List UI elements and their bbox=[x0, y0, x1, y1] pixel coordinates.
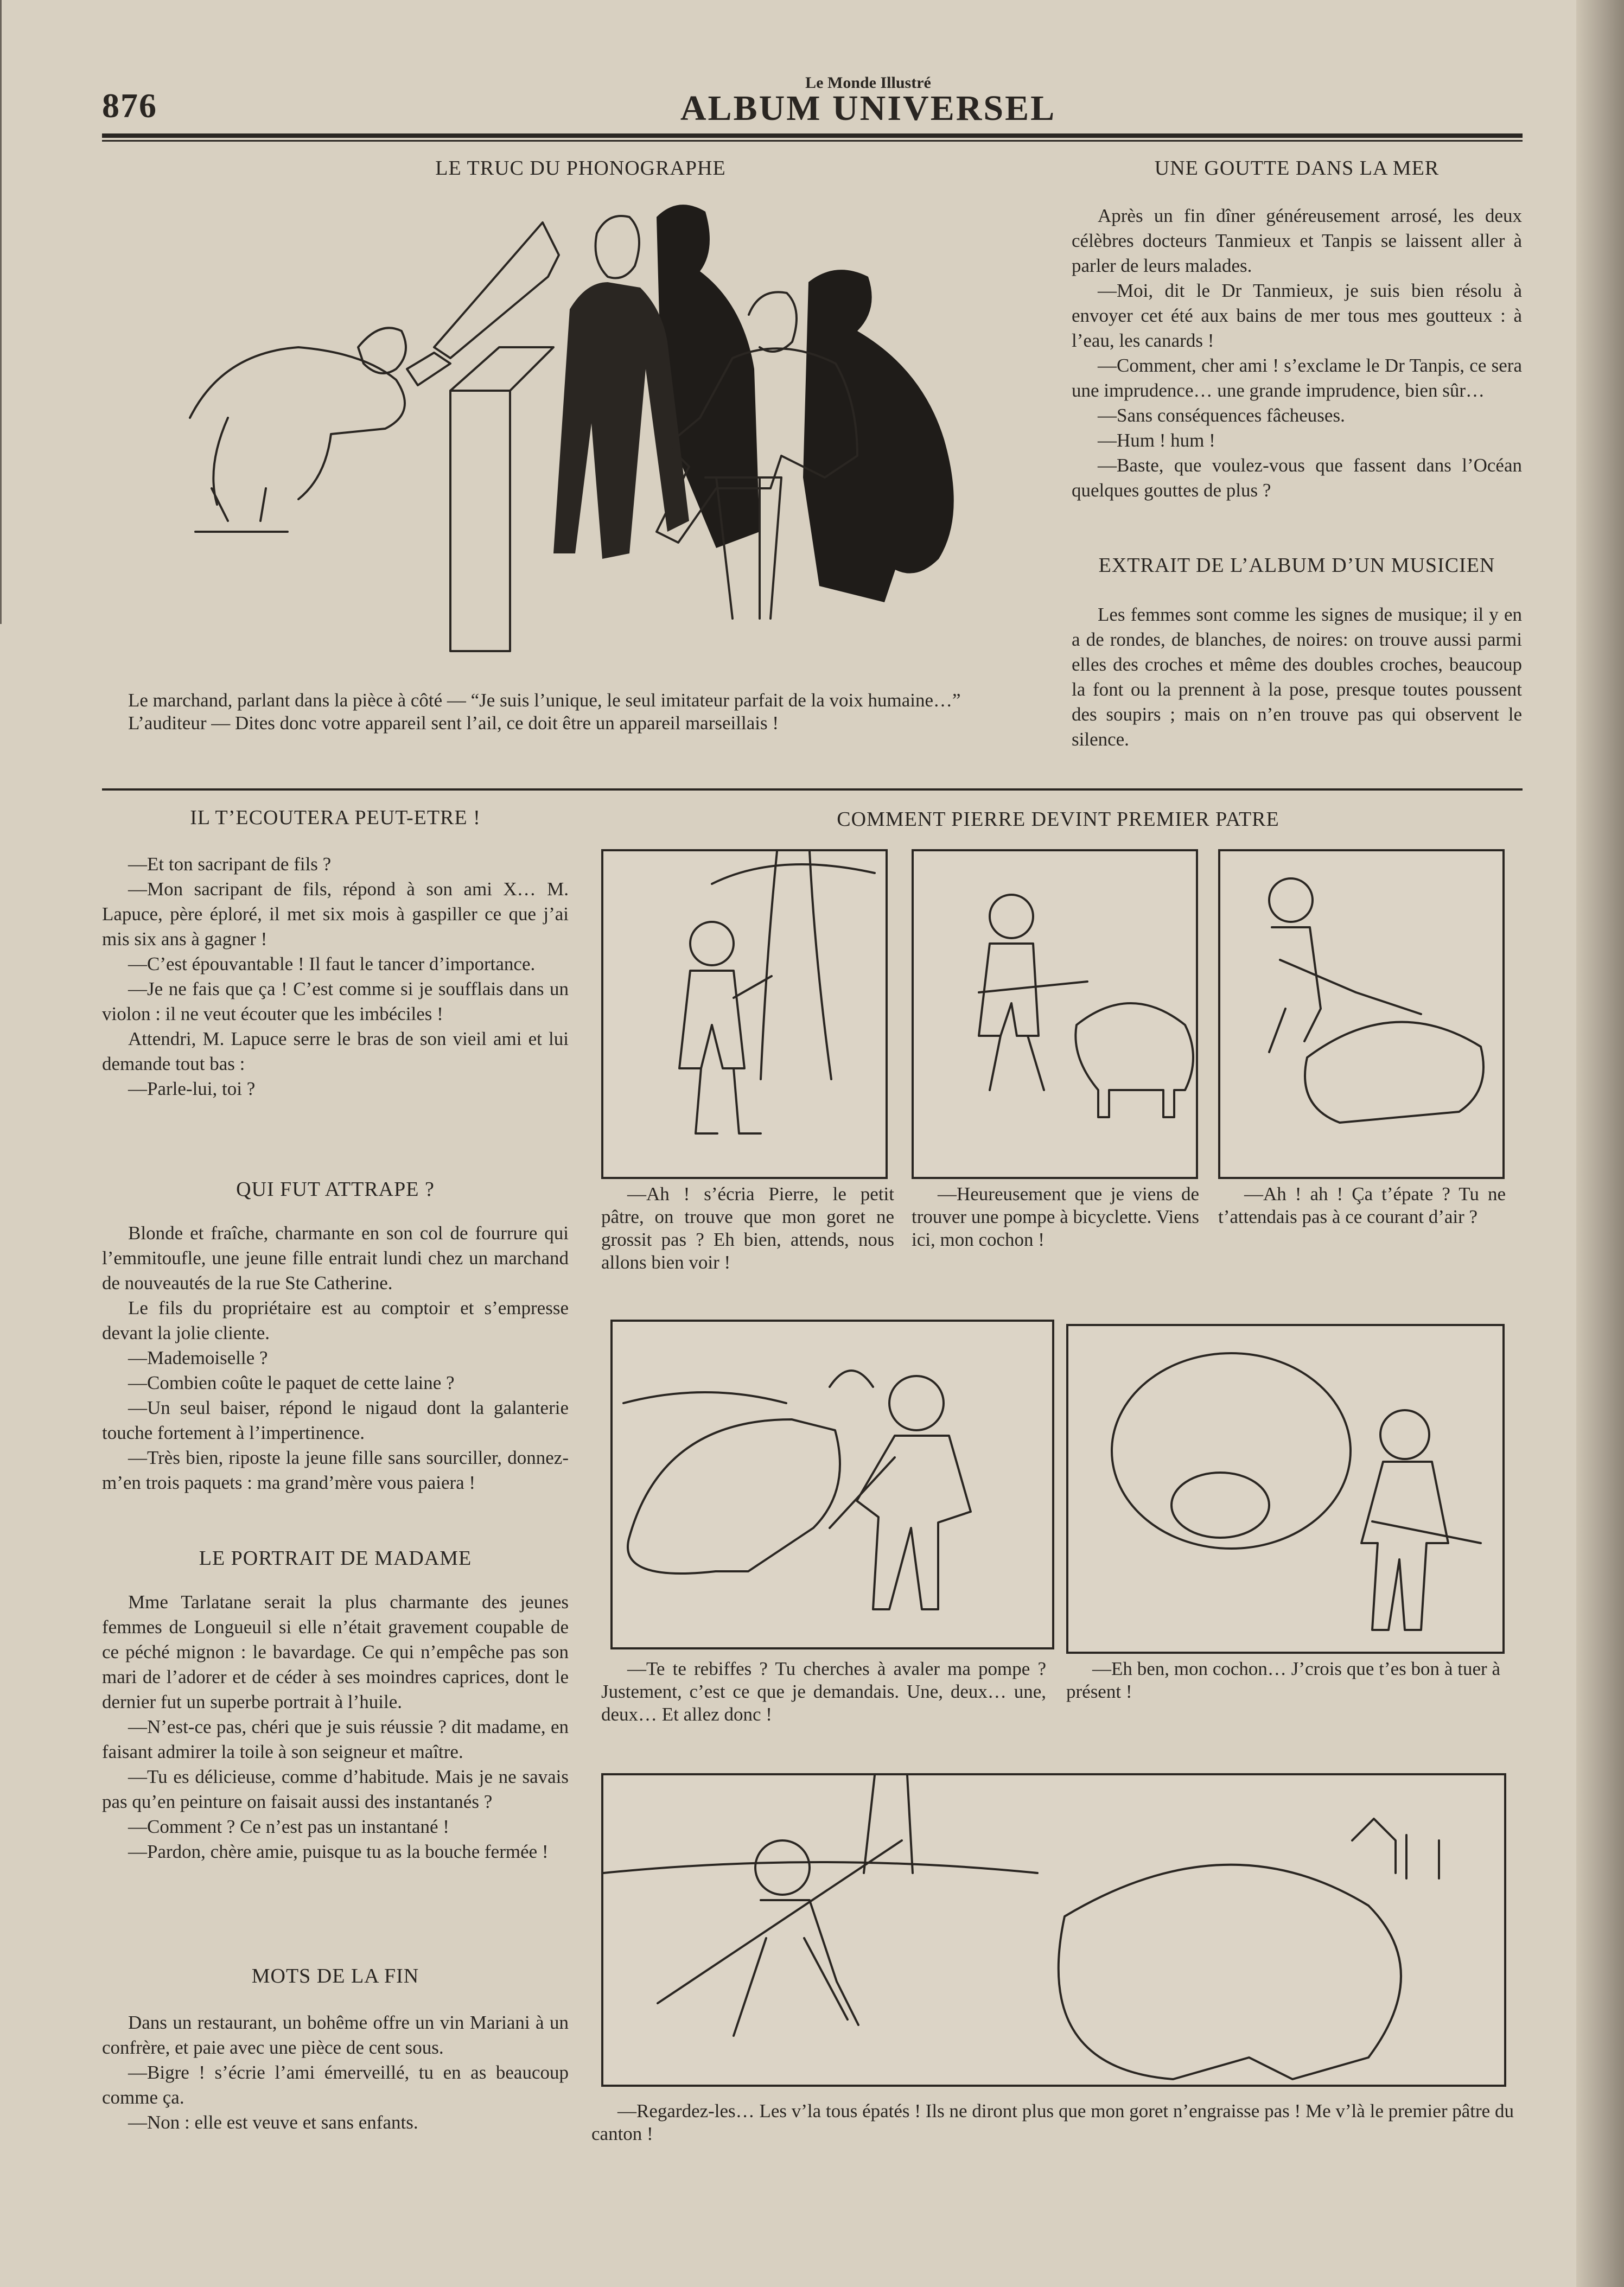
ecoutera-paragraph: —C’est épouvantable ! Il faut le tancer d’importance. bbox=[128, 953, 536, 974]
goutte-title: UNE GOUTTE DANS LA MER bbox=[1154, 157, 1440, 180]
mots-body bbox=[102, 2010, 569, 2135]
panel-caption: —Heureusement que je viens de trouver une pompe à bicyclette. Viens ici, mon cochon ! bbox=[912, 1183, 1199, 1250]
portrait-body bbox=[102, 1590, 569, 1864]
attrape-paragraph: Blonde et fraîche, charmante en son col de fourrure qui l’emmitoufle, une jeune fille entrait lundi chez un marchand de nouveautés de la rue Ste Catherine. bbox=[102, 1222, 569, 1294]
portrait-paragraph: —Pardon, chère amie, puisque tu as la bouche fermée ! bbox=[128, 1841, 549, 1862]
ecoutera-paragraph: —Mon sacripant de fils, répond à son ami X… M. Lapuce, père éploré, il met six mois à gaspiller ce que j’ai mis six ans à gagner ! bbox=[102, 878, 569, 950]
panel-3-caption bbox=[1218, 1183, 1506, 1228]
ecoutera-paragraph: —Parle-lui, toi ? bbox=[128, 1078, 256, 1099]
panel-caption: —Regardez-les… Les v’la tous épatés ! Ils ne diront plus que mon goret n’engraisse pas ! Me v’là le premier pâtre du canton ! bbox=[591, 2100, 1514, 2144]
attrape-paragraph: —Combien coûte le paquet de cette laine ? bbox=[128, 1372, 455, 1393]
phonographe-illustration bbox=[147, 184, 1026, 673]
panel-4-caption bbox=[601, 1658, 1046, 1726]
ecoutera-body bbox=[102, 852, 569, 1101]
attrape-title: QUI FUT ATTRAPE ? bbox=[236, 1178, 435, 1201]
panel-caption: —Ah ! ah ! Ça t’épate ? Tu ne t’attendais pas à ce courant d’air ? bbox=[1218, 1183, 1506, 1227]
masthead-subtitle: Le Monde Illustré bbox=[805, 74, 931, 92]
musicien-body bbox=[1072, 602, 1522, 752]
comic-panel-2 bbox=[912, 849, 1198, 1179]
comic-panel-3 bbox=[1218, 849, 1505, 1179]
section-divider bbox=[102, 788, 1523, 791]
mots-title: MOTS DE LA FIN bbox=[251, 1965, 419, 1987]
phonographe-caption bbox=[102, 689, 1035, 735]
mots-paragraph: Dans un restaurant, un bohême offre un vin Mariani à un confrère, et paie avec une pièce de cent sous. bbox=[102, 2012, 569, 2058]
column-divider-top bbox=[0, 0, 2, 624]
panel-2-caption bbox=[912, 1183, 1199, 1251]
portrait-paragraph: Mme Tarlatane serait la plus charmante des jeunes femmes de Longueuil si elle n’était gravement coupable de ce péché mignon : le bavardage. Ce qui n’empêche pas son mari de l’adorer et de céder à ses moindres caprices, dont le dernier fut un superbe portrait à l’huile. bbox=[102, 1591, 569, 1712]
phonographe-caption-line-2: L’auditeur — Dites donc votre appareil sent l’ail, ce doit être un appareil marseillais ! bbox=[128, 712, 779, 734]
musicien-paragraph: Les femmes sont comme les signes de musique; il y en a de rondes, de blanches, de noires: on trouve aussi parmi elles des croches et même des doubles croches, beaucoup la font ou la prennent à la pose, presque toutes poussent des soupirs ; mais on n’en trouve pas qui observent le silence. bbox=[1072, 604, 1522, 750]
mots-paragraph: —Non : elle est veuve et sans enfants. bbox=[128, 2112, 418, 2133]
page-number: 876 bbox=[102, 86, 157, 125]
ecoutera-title: IL T’ECOUTERA PEUT-ETRE ! bbox=[190, 806, 481, 829]
portrait-paragraph: —N’est-ce pas, chéri que je suis réussie ? dit madame, en faisant admirer la toile à son seigneur et maître. bbox=[102, 1716, 569, 1762]
panel-1-caption bbox=[601, 1183, 894, 1274]
attrape-paragraph: Le fils du propriétaire est au comptoir et s’empresse devant la jolie cliente. bbox=[102, 1297, 569, 1343]
ecoutera-paragraph: Attendri, M. Lapuce serre le bras de son vieil ami et lui demande tout bas : bbox=[102, 1028, 569, 1074]
attrape-paragraph: —Très bien, riposte la jeune fille sans sourciller, donnez-m’en trois paquets : ma grand’mère vous paiera ! bbox=[102, 1447, 569, 1493]
phonographe-caption-line-1: Le marchand, parlant dans la pièce à côté — “Je suis l’unique, le seul imitateur parfait de la voix humaine…” bbox=[128, 690, 961, 711]
masthead-title: ALBUM UNIVERSEL bbox=[680, 88, 1056, 128]
attrape-body bbox=[102, 1221, 569, 1495]
comic-panel-4 bbox=[610, 1320, 1054, 1649]
mots-paragraph: —Bigre ! s’écrie l’ami émerveillé, tu en as beaucoup comme ça. bbox=[102, 2062, 569, 2108]
goutte-body bbox=[1072, 203, 1522, 503]
ecoutera-paragraph: —Et ton sacripant de fils ? bbox=[128, 853, 332, 875]
attrape-paragraph: —Un seul baiser, répond le nigaud dont la galanterie touche fortement à l’impertinence. bbox=[102, 1397, 569, 1443]
goutte-paragraph: —Comment, cher ami ! s’exclame le Dr Tanpis, ce sera une imprudence… une grande imprudence, bien sûr… bbox=[1072, 355, 1522, 401]
comic-panel-6 bbox=[601, 1773, 1506, 2087]
portrait-title: LE PORTRAIT DE MADAME bbox=[199, 1547, 472, 1570]
comic-panel-1 bbox=[601, 849, 888, 1179]
panel-5-caption bbox=[1066, 1658, 1500, 1703]
panel-caption: —Eh ben, mon cochon… J’crois que t’es bon à tuer à présent ! bbox=[1066, 1658, 1500, 1702]
attrape-paragraph: —Mademoiselle ? bbox=[128, 1347, 268, 1368]
portrait-paragraph: —Tu es délicieuse, comme d’habitude. Mais je ne savais pas qu’en peinture on faisait aussi des instantanés ? bbox=[102, 1766, 569, 1812]
page-gutter bbox=[1576, 0, 1624, 2287]
portrait-paragraph: —Comment ? Ce n’est pas un instantané ! bbox=[128, 1816, 449, 1837]
comic-panel-5 bbox=[1066, 1324, 1505, 1654]
panel-caption: —Ah ! s’écria Pierre, le petit pâtre, on trouve que mon goret ne grossit pas ? Eh bien, attends, nous allons bien voir ! bbox=[601, 1183, 894, 1273]
header-rule-thin bbox=[102, 140, 1523, 142]
panel-caption: —Te te rebiffes ? Tu cherches à avaler ma pompe ? Justement, c’est ce que je demandais. Une, deux… une, deux… Et allez donc ! bbox=[601, 1658, 1046, 1725]
goutte-paragraph: —Hum ! hum ! bbox=[1098, 430, 1215, 451]
pierre-title: COMMENT PIERRE DEVINT PREMIER PATRE bbox=[837, 808, 1279, 831]
goutte-paragraph: —Moi, dit le Dr Tanmieux, je suis bien résolu à envoyer cet été aux bains de mer tous mes goutteux : à l’eau, les canards ! bbox=[1072, 280, 1522, 351]
phonographe-title: LE TRUC DU PHONOGRAPHE bbox=[435, 157, 726, 180]
musicien-title: EXTRAIT DE L’ALBUM D’UN MUSICIEN bbox=[1098, 554, 1495, 577]
goutte-paragraph: Après un fin dîner généreusement arrosé, les deux célèbres docteurs Tanmieux et Tanpis se laissent aller à parler de leurs malades. bbox=[1072, 205, 1522, 276]
header-rule bbox=[102, 133, 1523, 138]
panel-6-caption bbox=[591, 2100, 1514, 2145]
goutte-paragraph: —Baste, que voulez-vous que fassent dans l’Océan quelques gouttes de plus ? bbox=[1072, 455, 1522, 501]
goutte-paragraph: —Sans conséquences fâcheuses. bbox=[1098, 405, 1345, 426]
ecoutera-paragraph: —Je ne fais que ça ! C’est comme si je soufflais dans un violon : il ne veut écouter que les imbéciles ! bbox=[102, 978, 569, 1024]
